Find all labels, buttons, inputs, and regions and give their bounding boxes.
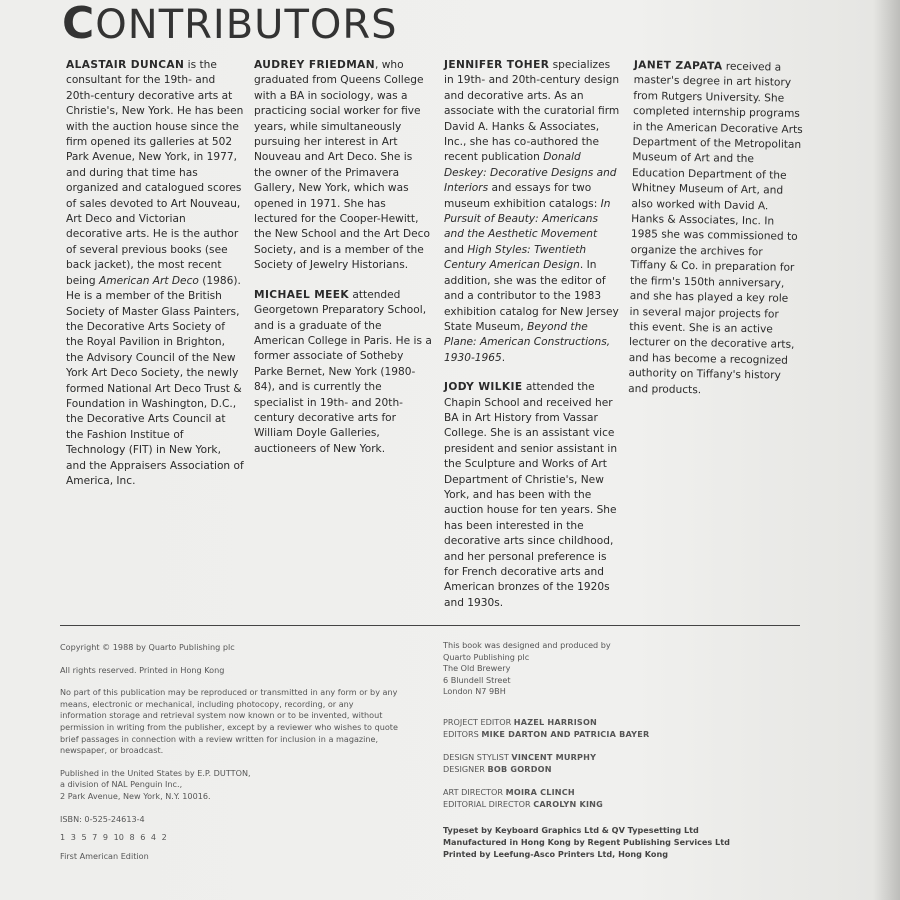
producer-address: London N7 9BH xyxy=(443,686,506,697)
book-title: Beyond the Plane: American Constructions, 1930-1965 xyxy=(444,320,611,364)
credit-role: ART DIRECTOR xyxy=(443,786,504,797)
contributor-name: JODY WILKIE xyxy=(444,381,523,394)
printer-line: Printed by Leefung-Asco Printers Ltd, Hong Kong xyxy=(443,848,669,859)
producer-address: 6 Blundell Street xyxy=(443,674,511,685)
edition-line: First American Edition xyxy=(60,850,149,861)
us-publisher-line: 2 Park Avenue, New York, N.Y. 10016. xyxy=(60,790,211,801)
copyright-block xyxy=(60,642,400,862)
contributor-bio xyxy=(66,58,244,489)
producer-line: Quarto Publishing plc xyxy=(443,651,530,662)
title-initial: C xyxy=(62,0,96,49)
credit-line xyxy=(443,798,743,810)
bio-text: specializes in 19th- and 20th-century design and decorative arts. As an associate with the curatorial firm David A. Hanks & Associates, Inc., she has co-authored the recent publication xyxy=(444,59,620,164)
contributors-column-2 xyxy=(254,58,432,471)
contributor-bio xyxy=(254,288,432,457)
credit-role: EDITORS xyxy=(443,728,479,739)
contributor-name: JANET ZAPATA xyxy=(633,58,723,73)
contributor-bio xyxy=(444,58,620,366)
bio-text: . xyxy=(501,351,506,364)
credit-line xyxy=(443,763,743,775)
us-publisher-line: a division of NAL Penguin Inc., xyxy=(60,779,183,790)
credit-role: EDITORIAL DIRECTOR xyxy=(443,798,531,809)
credit-role: DESIGN STYLIST xyxy=(443,751,509,762)
contributor-bio xyxy=(444,380,620,611)
rights-line: All rights reserved. Printed in Hong Kong xyxy=(60,664,225,675)
typesetter-line: Typeset by Keyboard Graphics Ltd & QV Typesetting Ltd xyxy=(443,824,699,835)
bio-text: and essays for two museum exhibition catalogs: xyxy=(444,182,601,210)
credit-person: MOIRA CLINCH xyxy=(505,786,575,797)
contributor-name: MICHAEL MEEK xyxy=(254,288,350,301)
contributors-column-4 xyxy=(628,58,804,414)
printing-line: 1 3 5 7 9 10 8 6 4 2 xyxy=(60,832,167,843)
credit-person: MIKE DARTON AND PATRICIA BAYER xyxy=(481,728,650,739)
credit-line xyxy=(443,786,743,798)
contributors-column-3 xyxy=(444,58,620,625)
copyright-line: Copyright © 1988 by Quarto Publishing plc xyxy=(60,642,235,652)
contributor-name: AUDREY FRIEDMAN xyxy=(254,59,375,71)
isbn: ISBN: 0-525-24613-4 xyxy=(60,813,145,824)
us-publisher-line: Published in the United States by E.P. DUTTON, xyxy=(60,767,251,778)
bio-text: attended the Chapin School and received her BA in Art History from Vassar College. She is an assistant vice president and senior assistant in the Sculpture and Works of Art Department of Christie's, New York, and has been with the auction house for ten years. She has been interested in the decorative arts since childhood, and her personal preference is for French decorative arts and American bronzes of the 1920s and 1930s. xyxy=(444,381,618,609)
producer-address: The Old Brewery xyxy=(443,663,511,674)
contributor-name: ALASTAIR DUNCAN xyxy=(66,59,185,71)
book-title: American Art Deco xyxy=(99,274,199,287)
contributor-bio xyxy=(254,58,432,274)
book-title: Donald Deskey: Decorative Designs and Interiors xyxy=(444,151,617,195)
production-credits-block xyxy=(443,640,743,860)
manufacturer-line: Manufactured in Hong Kong by Regent Publishing Services Ltd xyxy=(443,836,730,847)
bio-text: , who graduated from Queens College with a BA in sociology, was a practicing social worker for five years, while simultaneously pursuing her interest in Art Nouveau and Art Deco. She is the owner of the Primavera Gallery, New York, which was opened in 1971. She has lectured for the Cooper-Hewitt, the New School and the Art Deco Society, and is a member of the Society of Jewelry Historians. xyxy=(254,59,430,272)
credit-line xyxy=(443,751,743,763)
bio-text: and xyxy=(444,243,468,256)
book-title: High Styles: Twentieth Century American Design xyxy=(444,243,587,272)
producer-line: This book was designed and produced by xyxy=(443,640,611,650)
bio-text: is the consultant for the 19th- and 20th-century decorative arts at Christie's, New York. He has been with the auction house since the firm opened its galleries at 502 Park Avenue, New York, in 1977, and during that time has organized and catalogued scores of sales devoted to Art Nouveau, Art Deco and Victorian decorative arts. He is the author of several previous books (see back jacket), the most recent being xyxy=(66,59,244,287)
bio-text: received a master's degree in art history from Rutgers University. She completed internship programs in the American Decorative Arts Department of the Metropolitan Museum of Art and the Education Department of the Whitney Museum of Art, and also worked with David A. Hanks & Associates, Inc. In 1985 she was commissioned to organize the archives for Tiffany & Co. in preparation for the firm's 150th anniversary, and she has played a key role in several major projects for this event. She is an active lecturer on the decorative arts, and has become a recognized authority on Tiffany's history and products. xyxy=(628,60,803,396)
credit-person: VINCENT MURPHY xyxy=(511,751,597,762)
divider-rule xyxy=(60,625,800,626)
credit-role: DESIGNER xyxy=(443,763,485,774)
reproduction-notice: No part of this publication may be reproduced or transmitted in any form or by any means, electronic or mechanical, including photocopy, recording, or any information storage and retrieval system now known or to be invented, without permission in writing from the publisher, except by a reviewer who wishes to quote brief passages in connection with a review written for inclusion in a magazine, newspaper, or broadcast. xyxy=(60,687,398,756)
credit-person: CAROLYN KING xyxy=(533,798,603,809)
book-title: In Pursuit of Beauty: Americans and the Aesthetic Movement xyxy=(444,197,611,241)
contributors-column-1 xyxy=(66,58,244,503)
contributor-bio xyxy=(628,58,804,400)
credit-person: HAZEL HARRISON xyxy=(513,716,598,727)
credit-line xyxy=(443,716,743,728)
bio-text: . In addition, she was the editor of and a contributor to the 1983 exhibition catalog for New Jersey State Museum, xyxy=(444,259,619,333)
contributor-name: JENNIFER TOHER xyxy=(444,59,550,71)
credit-person: BOB GORDON xyxy=(487,763,552,774)
bio-text: (1986). He is a member of the British Society of Master Glass Painters, the Decorative Arts Society of the Royal Pavilion in Brighton, the Advisory Council of the New York Art Deco Society, the newly formed National Art Deco Trust & Foundation in Washington, D.C., the Decorative Arts Council at the Fashion Institue of Technology (FIT) in New York, and the Appraisers Association of America, Inc. xyxy=(66,274,244,487)
title-rest: ONTRIBUTORS xyxy=(95,2,398,48)
page-title xyxy=(62,2,398,47)
credit-role: PROJECT EDITOR xyxy=(443,716,512,727)
bio-text: attended Georgetown Preparatory School, and is a graduate of the American College in Paris. He is a former associate of Sotheby Parke Bernet, New York (1980-84), and is currently the specialist in 19th- and 20th-century decorative arts for William Doyle Galleries, auctioneers of New York. xyxy=(254,288,432,455)
credit-line xyxy=(443,728,743,740)
